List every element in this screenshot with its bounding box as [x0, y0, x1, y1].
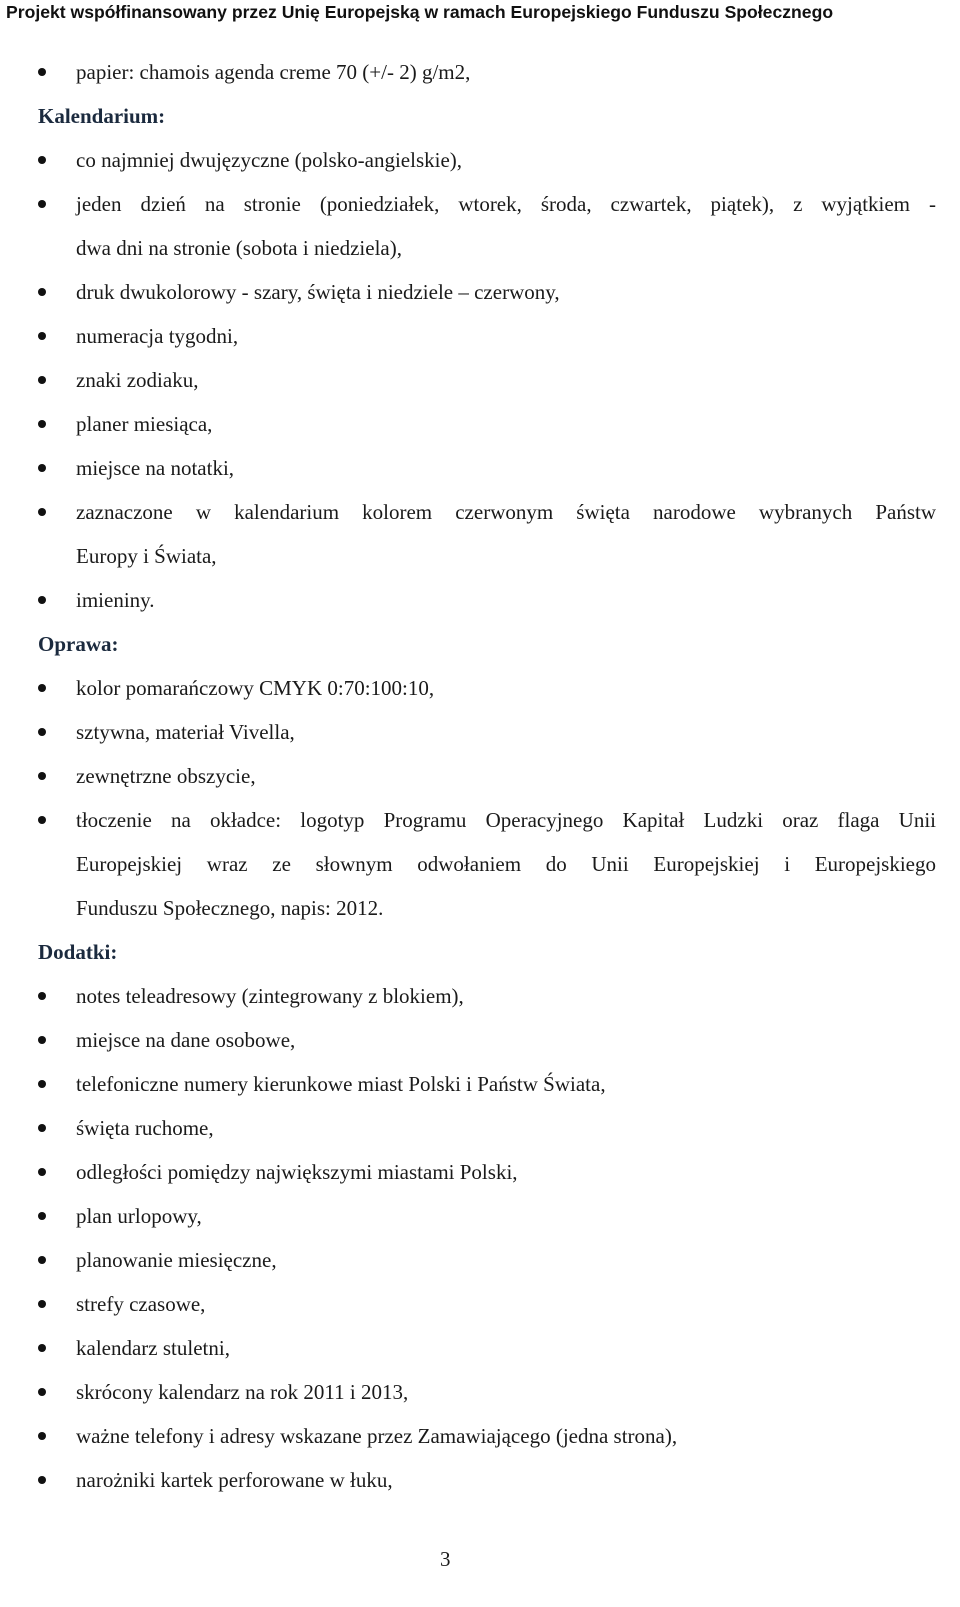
item-text: strefy czasowe,: [76, 1292, 206, 1316]
item-text: notes teleadresowy (zintegrowany z blokiem),: [76, 984, 464, 1008]
bullet-item: [38, 710, 936, 754]
section-heading-text: Kalendarium:: [38, 104, 166, 128]
item-text: miejsce na notatki,: [76, 456, 235, 480]
item-text: odległości pomiędzy największymi miastami Polski,: [76, 1160, 518, 1184]
bullet-dot-icon: [38, 1212, 46, 1220]
bullet-dot-icon: [38, 728, 46, 736]
bullet-item: [38, 1062, 936, 1106]
bullet-dot-icon: [38, 1036, 46, 1044]
bullet-item: [38, 402, 936, 446]
bullet-item: [38, 1194, 936, 1238]
bullet-dot-icon: [38, 156, 46, 164]
bullet-dot-icon: [38, 200, 46, 208]
bullet-continuation: [38, 842, 936, 886]
item-text: co najmniej dwujęzyczne (polsko-angielskie),: [76, 148, 463, 172]
bullet-item: [38, 1414, 936, 1458]
bullet-dot-icon: [38, 1388, 46, 1396]
item-text: święta ruchome,: [76, 1116, 214, 1140]
bullet-item: [38, 358, 936, 402]
item-text: telefoniczne numery kierunkowe miast Polski i Państw Świata,: [76, 1072, 606, 1096]
bullet-item: [38, 490, 936, 534]
item-text: Europy i Świata,: [76, 544, 217, 568]
document-body: [38, 50, 936, 1502]
item-text: sztywna, materiał Vivella,: [76, 720, 295, 744]
bullet-item: [38, 974, 936, 1018]
item-text: znaki zodiaku,: [76, 368, 199, 392]
bullet-dot-icon: [38, 68, 46, 76]
section-heading-text: Oprawa:: [38, 632, 119, 656]
item-text: numeracja tygodni,: [76, 324, 239, 348]
item-text: Europejskiej wraz ze słownym odwołaniem do Unii Europejskiej i Europejskiego: [76, 852, 936, 876]
bullet-continuation: [38, 886, 936, 930]
bullet-dot-icon: [38, 1168, 46, 1176]
bullet-item: [38, 1282, 936, 1326]
bullet-item: [38, 138, 936, 182]
item-text: skrócony kalendarz na rok 2011 i 2013,: [76, 1380, 409, 1404]
bullet-item: [38, 754, 936, 798]
item-text: narożniki kartek perforowane w łuku,: [76, 1468, 393, 1492]
bullet-dot-icon: [38, 1124, 46, 1132]
item-text: druk dwukolorowy - szary, święta i niedziele – czerwony,: [76, 280, 560, 304]
bullet-dot-icon: [38, 1432, 46, 1440]
bullet-dot-icon: [38, 420, 46, 428]
bullet-dot-icon: [38, 684, 46, 692]
bullet-dot-icon: [38, 508, 46, 516]
bullet-dot-icon: [38, 464, 46, 472]
bullet-dot-icon: [38, 772, 46, 780]
bullet-item: [38, 270, 936, 314]
bullet-item: [38, 50, 936, 94]
bullet-item: [38, 666, 936, 710]
bullet-item: [38, 1150, 936, 1194]
bullet-dot-icon: [38, 288, 46, 296]
item-text: planer miesiąca,: [76, 412, 213, 436]
bullet-continuation: [38, 534, 936, 578]
section-heading: [38, 94, 936, 138]
bullet-item: [38, 1370, 936, 1414]
item-text: ważne telefony i adresy wskazane przez Zamawiającego (jedna strona),: [76, 1424, 678, 1448]
item-text: zaznaczone w kalendarium kolorem czerwonym święta narodowe wybranych Państw: [76, 500, 936, 524]
item-text: plan urlopowy,: [76, 1204, 202, 1228]
page-header: Projekt współfinansowany przez Unię Europejską w ramach Europejskiego Funduszu Społecznego: [6, 2, 834, 22]
bullet-item: [38, 446, 936, 490]
item-text: miejsce na dane osobowe,: [76, 1028, 296, 1052]
item-text: papier: chamois agenda creme 70 (+/- 2) g/m2,: [76, 60, 471, 84]
bullet-item: [38, 1326, 936, 1370]
item-text: jeden dzień na stronie (poniedziałek, wtorek, środa, czwartek, piątek), z wyjątkiem -: [76, 192, 936, 216]
section-heading: [38, 930, 936, 974]
bullet-item: [38, 1238, 936, 1282]
item-text: planowanie miesięczne,: [76, 1248, 277, 1272]
bullet-item: [38, 1106, 936, 1150]
bullet-dot-icon: [38, 1300, 46, 1308]
item-text: imieniny.: [76, 588, 155, 612]
item-text: Funduszu Społecznego, napis: 2012.: [76, 896, 384, 920]
bullet-dot-icon: [38, 332, 46, 340]
item-text: zewnętrzne obszycie,: [76, 764, 256, 788]
item-text: tłoczenie na okładce: logotyp Programu Operacyjnego Kapitał Ludzki oraz flaga Unii: [76, 808, 936, 832]
bullet-item: [38, 1018, 936, 1062]
bullet-dot-icon: [38, 1080, 46, 1088]
bullet-dot-icon: [38, 1256, 46, 1264]
bullet-dot-icon: [38, 596, 46, 604]
section-heading: [38, 622, 936, 666]
bullet-item: [38, 182, 936, 226]
bullet-item: [38, 578, 936, 622]
bullet-item: [38, 314, 936, 358]
bullet-dot-icon: [38, 1344, 46, 1352]
bullet-item: [38, 798, 936, 842]
bullet-dot-icon: [38, 992, 46, 1000]
item-text: kalendarz stuletni,: [76, 1336, 230, 1360]
bullet-dot-icon: [38, 816, 46, 824]
bullet-dot-icon: [38, 1476, 46, 1484]
bullet-continuation: [38, 226, 936, 270]
page-number: 3: [440, 1547, 451, 1571]
item-text: dwa dni na stronie (sobota i niedziela),: [76, 236, 402, 260]
section-heading-text: Dodatki:: [38, 940, 118, 964]
item-text: kolor pomarańczowy CMYK 0:70:100:10,: [76, 676, 435, 700]
bullet-item: [38, 1458, 936, 1502]
bullet-dot-icon: [38, 376, 46, 384]
